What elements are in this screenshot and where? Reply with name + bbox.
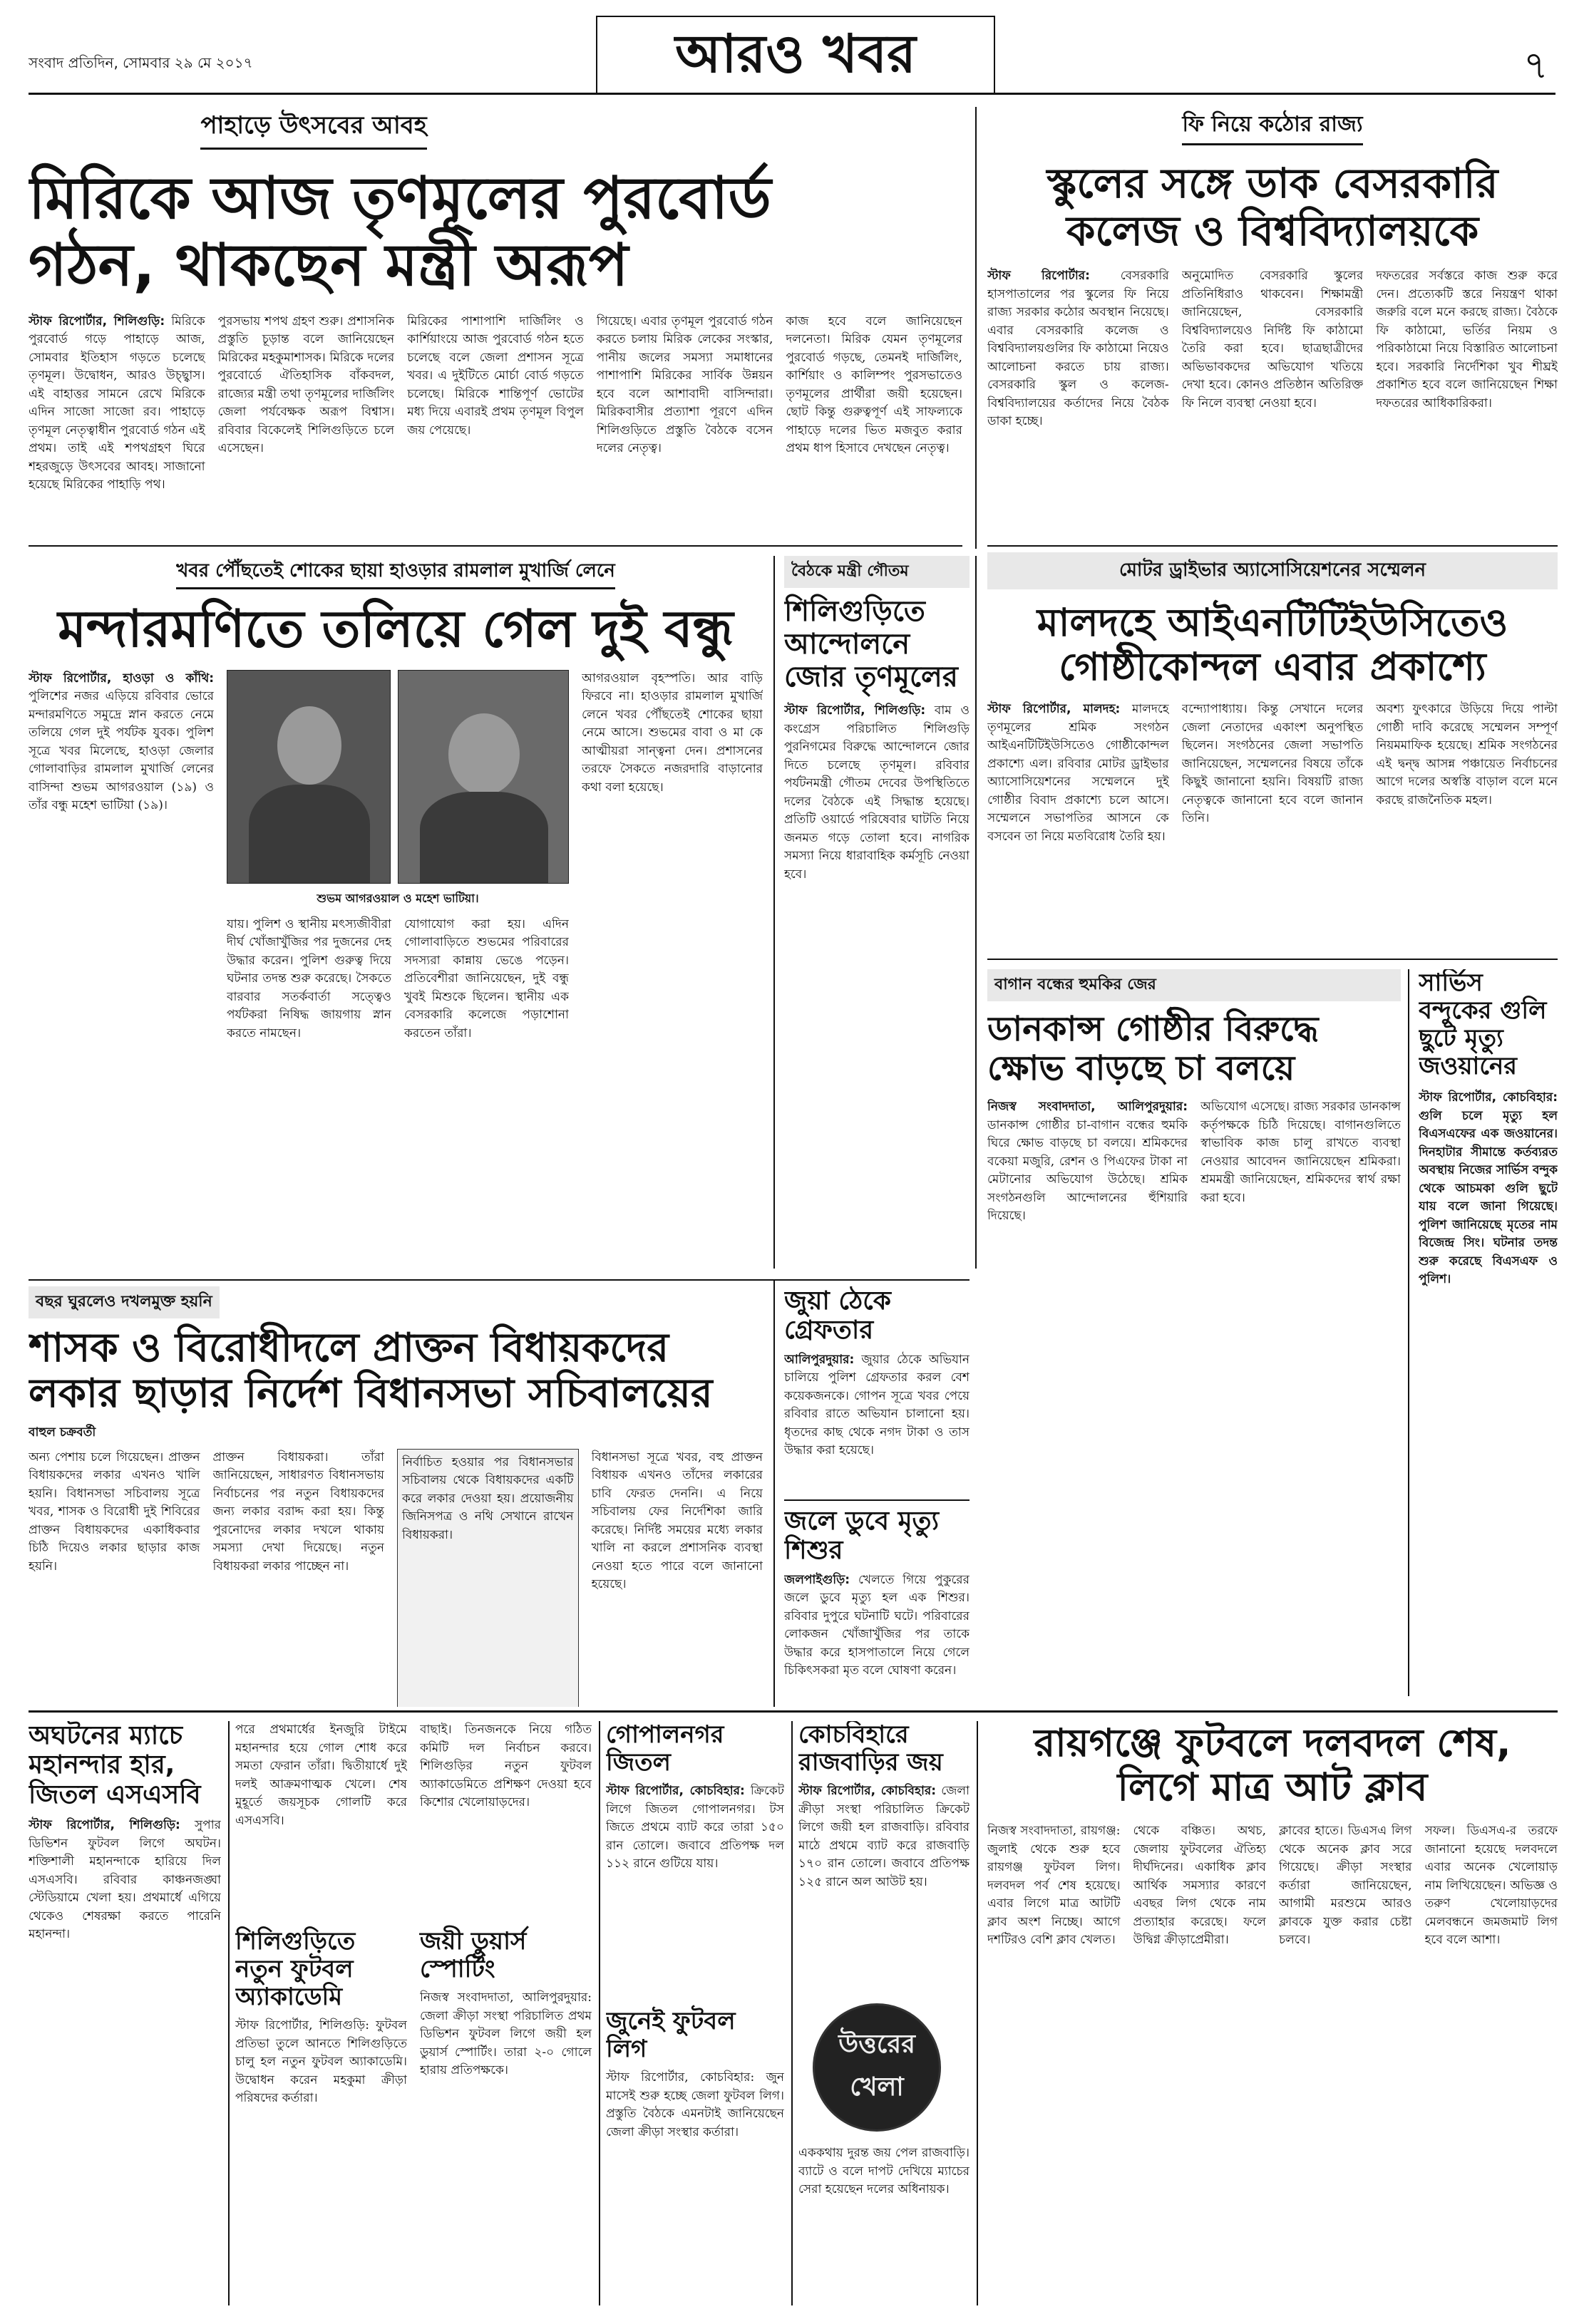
story-byline: স্টাফ রিপোর্টার, শিলিগুড়ি: [784, 703, 926, 718]
story-headline: মালদহে আইএনটিটিইউসিতেও [1037, 600, 1508, 645]
story-rajbari [798, 1721, 970, 2305]
story-column: নিজস্ব সংবাদদাতা, আলিপুরদুয়ার: জেলা ক্রীড়া সংস্থা পরিচালিত প্রথম ডিভিশন ফুটবল লিগে জয়ী হল ডুয়ার্স স্পোর্টিং। তারা ২-০ গোলে হারায় প্রতিপক্ষকে। [420, 1990, 592, 2078]
story-column [987, 1098, 1188, 1668]
story-byline: বাহুল চক্রবর্তী [29, 1425, 96, 1440]
story-column [784, 1351, 970, 1494]
story-column [1419, 1089, 1558, 1659]
story-column [987, 701, 1169, 936]
story-kicker: ফি নিয়ে কঠোর রাজ্য [1182, 107, 1362, 145]
section-rule [784, 1499, 970, 1501]
story-headline: স্কুলের সঙ্গে ডাক বেসরকারি [1046, 159, 1498, 207]
story-kicker: খবর পৌঁছতেই শোকের ছায়া হাওড়ার রামলাল মুখার্জি লেনে [176, 556, 615, 589]
story-headline: জুনেই ফুটবল লিগ [606, 2007, 736, 2064]
story-text: মালদহে তৃণমূলের শ্রমিক সংগঠন আইএনটিটিইউসিতেও গোষ্ঠীকোন্দল প্রকাশ্যে এল। রবিবার মোটর ড্রাইভার অ্যাসোসিয়েশনের সম্মেলনে দুই গোষ্ঠীর বিবাদ প্রকাশ্যে চলে আসে। সম্মেলনে সভাপতির আসনে কে বসবেন তা নিয়ে মতবিরোধ তৈরি হয়। [987, 702, 1169, 844]
column-rule [228, 1721, 230, 2305]
story-byline: স্টাফ রিপোর্টার, কোচবিহার: [798, 1784, 937, 1799]
story-fee [987, 107, 1558, 534]
inset-box: নির্বাচিত হওয়ার পর বিধানসভার সচিবালয় থেকে বিধায়কদের একটি করে লকার দেওয়া হয়। প্রয়োজনীয় জিনিসপত্র ও নথি সেখানে রাখেন বিধায়করা। [397, 1449, 579, 1707]
story-column [784, 702, 970, 1201]
story-headline: মন্দারমণিতে তলিয়ে গেল দুই বন্ধু [58, 599, 734, 659]
story-headline: ক্ষোভ বাড়ছে চা বলয়ে [987, 1048, 1295, 1089]
story-column: মিরিকের পাশাপাশি দার্জিলিং ও কার্শিয়াংয়ে আজ পুরবোর্ড গঠন হতে চলেছে বলে জেলা প্রশাসন সূত্রে খবর। এ দুইটিতে মোর্চা বোর্ড গড়তে চলেছে। মিরিকে শান্তিপূর্ণ ভোটের মধ্য দিয়ে এবারই প্রথম তৃণমূল বিপুল জয় পেয়েছে। [407, 314, 584, 438]
story-headline: ডানকান্স গোষ্ঠীর বিরুদ্ধে [987, 1009, 1319, 1049]
story-text: ডানকান্স গোষ্ঠীর চা-বাগান বন্ধের হুমকি ঘিরে ক্ষোভ বাড়ছে চা বলয়ে। শ্রমিকদের বকেয়া মজুরি, রেশন ও পিএফের টাকা না মেটানোর অভিযোগ উঠেছে। শ্রমিক সংগঠনগুলি আন্দোলনের হুঁশিয়ারি দিয়েছে। [987, 1117, 1188, 1224]
story-column: পরে প্রথমার্ধের ইনজুরি টাইমে মহানন্দার হয়ে গোল শোধ করে সমতা ফেরান তাঁরা। দ্বিতীয়ার্ধে দুই দলই আক্রমণাত্মক খেলে। শেষ মুহূর্তে জয়সূচক গোলটি করে এসএসবি। [235, 1723, 407, 1828]
story-kicker: বাগান বন্ধের হুমকির জের [987, 969, 1401, 1001]
column-rule [791, 1721, 793, 2305]
story-text: মিরিকে পুরবোর্ড গড়ে পাহাড়ে আজ, সোমবার ইতিহাস গড়তে চলেছে তৃণমূল। উদ্বোধন, আরও উচ্ছ্বাস। এই বাহাত্তর সামনে রেখে মিরিকে এদিন সাজো সাজো রব। পাহাড়ে তৃণমূল নেতৃত্বাধীন পুরবোর্ড গঠন এই প্রথম। তাই এই শপথগ্রহণ ঘিরে শহরজুড়ে উৎসবের আবহ। সাজানো হয়েছে মিরিকের পাহাড়ি পথ। [29, 314, 205, 492]
story-kicker: বৈঠকে মন্ত্রী গৌতম [784, 556, 970, 588]
story-headline: কোচবিহারে রাজবাড়ির জয় [798, 1721, 943, 1777]
story-byline: স্টাফ রিপোর্টার, কোচবিহার: [1419, 1090, 1558, 1105]
story-headline: গোপালনগর জিতল [606, 1721, 724, 1777]
story-headline: লকার ছাড়ার নির্দেশ বিধানসভা সচিবালয়ের [29, 1370, 713, 1417]
story-column: বন্দ্যোপাধ্যায়। কিন্তু সেখানে দলের জেলা নেতাদের একাংশ অনুপস্থিত ছিলেন। সংগঠনের জেলা সভাপতি জানিয়েছেন, সম্মেলনের বিষয়ে তাঁকে কিছুই জানানো হয়নি। বিষয়টি রাজ্য নেতৃত্বকে জানানো হবে বলে জানান তিনি। [1181, 702, 1364, 826]
story-byline: নিজস্ব সংবাদদাতা, আলিপুরদুয়ার: [987, 1100, 1188, 1115]
column-rule [599, 1721, 600, 2305]
story-column: স্টাফ রিপোর্টার, শিলিগুড়ি: ফুটবল প্রতিভা তুলে আনতে শিলিগুড়িতে চালু হল নতুন ফুটবল অ্যাকাডেমি। উদ্বোধন করেন মহকুমা ক্রীড়া পরিষদের কর্তারা। [235, 2018, 407, 2106]
story-byline: স্টাফ রিপোর্টার, কোচবিহার: [606, 1784, 745, 1799]
story-malda [987, 552, 1558, 951]
section-rule [29, 1279, 970, 1281]
column-rule [773, 556, 775, 1269]
story-byline: স্টাফ রিপোর্টার: [987, 269, 1090, 284]
story-headline: গঠন, থাকছেন মন্ত্রী অরূপ [29, 232, 629, 300]
story-jawan [1419, 969, 1558, 1696]
story-headline: কলেজ ও বিশ্ববিদ্যালয়কে [1066, 206, 1479, 255]
story-column [784, 1571, 970, 1707]
story-column [606, 1782, 784, 1996]
story-mandarmani [29, 556, 763, 1269]
story-text: সুপার ডিভিশন ফুটবল লিগে অঘটন। শক্তিশালী মহানন্দাকে হারিয়ে দিল এসএসবি। রবিবার কাঞ্চনজঙ্ঘা স্টেডিয়ামে খেলা হয়। প্রথমার্ধে এগিয়ে থেকেও শেষরক্ষা করতে পারেনি মহানন্দা। [29, 1818, 221, 1942]
section-rule [29, 545, 962, 547]
story-text: বেসরকারি হাসপাতালের পর স্কুলের ফি নিয়ে রাজ্য সরকার কঠোর অবস্থান নিয়েছে। এবার বেসরকারি কলেজ ও বিশ্ববিদ্যালয়গুলির ফি কাঠামো নিয়েও আলোচনা করতে চায় রাজ্য। বেসরকারি স্কুল ও কলেজ-বিশ্ববিদ্যালয়ের কর্তাদের নিয়ে বৈঠক ডাকা হচ্ছে। [987, 269, 1169, 429]
column-rule [1408, 969, 1409, 1696]
section-rule [29, 1710, 1558, 1713]
story-column [29, 670, 214, 1212]
story-headline: রায়গঞ্জে ফুটবলে দলবদল শেষ, [1034, 1721, 1511, 1765]
story-byline: স্টাফ রিপোর্টার, শিলিগুড়ি: [29, 314, 165, 329]
story-column: গিয়েছে। এবার তৃণমূল পুরবোর্ড গঠন করতে চলায় মিরিক লেকের সংস্কার, পানীয় জলের সমস্যা সমাধানের পাশাপাশি মিরিকের সার্বিক উন্নয়ন হবে বলে আশাবাদী বাসিন্দারা। মিরিকবাসীর প্রত্যাশা পূরণে এদিন শিলিগুড়িতে প্রস্তুতি বৈঠকে বসেন দলের নেতৃত্ব। [596, 314, 773, 456]
story-gopalnagar [606, 1721, 784, 2305]
portrait-photo [398, 670, 569, 884]
story-text: খেলতে গিয়ে পুকুরের জলে ডুবে মৃত্যু হল এক শিশুর। রবিবার দুপুরে ঘটনাটি ঘটে। পরিবারের লোকজন খোঁজাখুঁজির পর তাকে উদ্ধার করে হাসপাতালে নিয়ে গেলে চিকিৎসকরা মৃত বলে ঘোষণা করেন। [784, 1572, 970, 1678]
story-column: দফতরের সর্বস্তরে কাজ শুরু করে দেন। প্রত্যেকটি স্তরে নিয়ন্ত্রণ থাকা জরুরি বলে মনে করছে রাজ্য। বৈঠকে ফি কাঠামো, ভর্তির নিয়ম ও পরিকাঠামো নিয়ে বিস্তারিত আলোচনা হবে। সরকারি নির্দেশিকা খুব শীঘ্রই প্রকাশিত হবে বলে জানিয়েছেন শিক্ষা দফতরের আধিকারিকরা। [1376, 269, 1558, 410]
story-column: অভিযোগ এসেছে। রাজ্য সরকার ডানকান্স কর্তৃপক্ষকে চিঠি দিয়েছে। বাগানগুলিতে স্বাভাবিক কাজ চালু রাখতে ব্যবস্থা নেওয়ার আবেদন জানিয়েছেন শ্রমিকরা। শ্রমমন্ত্রী জানিয়েছেন, শ্রমিকদের স্বার্থ রক্ষা করা হবে। [1200, 1100, 1401, 1205]
story-mahananda [29, 1721, 221, 2305]
story-column: যায়। পুলিশ ও স্থানীয় মৎস্যজীবীরা দীর্ঘ খোঁজাখুঁজির পর দুজনের দেহ উদ্ধার করেন। পুলিশ গুরুত্ব দিয়ে ঘটনার তদন্ত শুরু করেছে। সৈকতে বারবার সতর্কবার্তা সত্ত্বেও পর্যটকরা নিষিদ্ধ জায়গায় স্নান করতে নামছেন। [227, 916, 391, 1040]
story-headline: সার্ভিস বন্দুকের গুলি ছুটে মৃত্যু জওয়ানের [1419, 969, 1547, 1081]
story-column: ক্লাবের হাতে। ডিএসএ লিগ থেকে অনেক ক্লাব সরে গিয়েছে। ক্রীড়া সংস্থার কর্তারা জানিয়েছেন, আগামী মরশুমে আরও ক্লাবকে যুক্ত করার চেষ্টা চলবে। [1279, 1824, 1412, 1948]
story-text: বাম ও কংগ্রেস পরিচালিত শিলিগুড়ি পুরনিগমের বিরুদ্ধে আন্দোলনে জোর দিতে চলেছে তৃণমূল। রবিবার পর্যটনমন্ত্রী গৌতম দেবের উপস্থিতিতে দলের বৈঠকে এই সিদ্ধান্ত হয়েছে। প্রতিটি ওয়ার্ডে পরিষেবার ঘাটতি নিয়ে জনমত গড়ে তোলা হবে। নাগরিক সমস্যা নিয়ে ধারাবাহিক কর্মসূচি নেওয়া হবে। [784, 703, 970, 882]
story-football-academy [235, 1721, 592, 2305]
story-headline: শিলিগুড়িতে আন্দোলনে জোর তৃণমূলের [784, 595, 958, 693]
story-byline: স্টাফ রিপোর্টার, হাওড়া ও কাঁথি: [29, 671, 214, 686]
column-rule [773, 1279, 775, 1707]
story-column: আগরওয়াল বৃহস্পতি। আর বাড়ি ফিরবে না। হাওড়ার রামলাল মুখার্জি লেনে খবর পৌঁছতেই শোকের ছায়া নেমে আসে। শুভমের বাবা ও মা কে আত্মীয়রা সান্ত্বনা দেন। প্রশাসনের তরফে সৈকতে নজরদারি বাড়ানোর কথা বলা হয়েছে। [582, 671, 763, 795]
story-column [798, 1782, 970, 1996]
story-siliguri-protest [784, 556, 970, 1269]
story-column: প্রাক্তন বিধায়করা। তাঁরা জানিয়েছেন, সাধারণত বিধানসভায় নির্বাচনের পর নতুন বিধায়কদের জন্য লকার বরাদ্দ করা হয়। কিন্তু পুরনোদের লকার দখলে থাকায় সমস্যা দেখা দিয়েছে। নতুন বিধায়করা লকার পাচ্ছেন না। [212, 1450, 384, 1574]
story-kicker: মোটর ড্রাইভার অ্যাসোসিয়েশনের সম্মেলন [987, 552, 1558, 589]
story-column: যোগাযোগ করা হয়। এদিন গোলাবাড়িতে শুভমের পরিবারের সদস্যরা কান্নায় ভেঙে পড়েন। প্রতিবেশীরা জানিয়েছেন, দুই বন্ধু খুবই মিশুকে ছিলেন। স্থানীয় এক বেসরকারি কলেজে পড়াশোনা করতেন তাঁরা। [404, 916, 569, 1040]
story-lockers [29, 1286, 763, 1707]
story-column: নিজস্ব সংবাদদাতা, রায়গঞ্জ: জুলাই থেকে শুরু হবে রায়গঞ্জ ফুটবল লিগ। দলবদল পর্ব শেষ হয়েছে। এবার লিগে মাত্র আটটি ক্লাব অংশ নিচ্ছে। আগে দশটিরও বেশি ক্লাব খেলত। [987, 1824, 1121, 1948]
story-column: বাছাই। তিনজনকে নিয়ে গঠিত কমিটি দল নির্বাচন করবে। শিলিগুড়ির নতুন ফুটবল অ্যাকাডেমিতে প্রশিক্ষণ দেওয়া হবে কিশোর খেলোয়াড়দের। [420, 1723, 592, 1809]
date-line: সংবাদ প্রতিদিন, সোমবার ২৯ মে ২০১৭ [29, 54, 253, 71]
story-headline: জয়ী ডুয়ার্স স্পোর্টিং [420, 1927, 527, 1984]
story-headline: শিলিগুড়িতে নতুন ফুটবল অ্যাকাডেমি [235, 1927, 356, 2012]
story-column [987, 267, 1169, 502]
column-rule [975, 556, 977, 1269]
story-mirik [29, 107, 962, 534]
story-column [29, 313, 205, 534]
story-headline: শাসক ও বিরোধীদলে প্রাক্তন বিধায়কদের [29, 1325, 669, 1371]
portrait-photo [227, 670, 391, 884]
column-rule [975, 107, 977, 549]
section-rule [987, 959, 1558, 960]
section-title: আরও খবর [596, 16, 995, 93]
masthead-rule [29, 93, 1555, 95]
story-column [29, 1817, 221, 2244]
story-headline: লিগে মাত্র আট ক্লাব [1117, 1765, 1428, 1810]
story-column: থেকে বঞ্চিত। অথচ, জেলায় ফুটবলের ঐতিহ্য দীর্ঘদিনের। একাধিক ক্লাব আর্থিক সমস্যার কারণে এবছর লিগ থেকে নাম প্রত্যাহার করেছে। ফলে উদ্বিগ্ন ক্রীড়াপ্রেমীরা। [1133, 1824, 1266, 1948]
story-headline: জলে ডুবে মৃত্যু শিশুর [784, 1506, 940, 1566]
section-logo: উত্তরের খেলা [813, 2003, 941, 2132]
story-column: এককথায় দুরন্ত জয় পেল রাজবাড়ি। ব্যাটে ও বলে দাপট দেখিয়ে ম্যাচের সেরা হয়েছেন দলের অধিনায়ক। [798, 2146, 970, 2197]
masthead [29, 16, 1555, 94]
column-rule [977, 1721, 978, 2305]
story-column: অবশ্য ফুৎকারে উড়িয়ে দিয়ে পাল্টা গোষ্ঠী দাবি করেছে সম্মেলন সম্পূর্ণ নিয়মমাফিক হয়েছে। শ্রমিক সংগঠনের এই দ্বন্দ্ব আসন্ন পঞ্চায়েত নির্বাচনের আগে দলের অস্বস্তি বাড়াল বলে মনে করছে রাজনৈতিক মহল। [1376, 702, 1558, 807]
story-column: পুরসভায় শপথ গ্রহণ শুরু। প্রশাসনিক প্রস্তুতি চূড়ান্ত বলে জানিয়েছেন মিরিকের মহকুমাশাসক। মিরিকে দলের পুরবোর্ডে ঐতিহাসিক বাঁকবদল, রাজ্যের মন্ত্রী তথা তৃণমূলের দার্জিলিং জেলা পর্যবেক্ষক অরূপ বিশ্বাস। রবিবার বিকেলেই শিলিগুড়িতে চলে এসেছেন। [217, 314, 395, 456]
story-kicker: বছর ঘুরলেও দখলমুক্ত হয়নি [29, 1286, 220, 1318]
story-text: জেলা ক্রীড়া সংস্থা পরিচালিত ক্রিকেট লিগে জয়ী হল রাজবাড়ি। রবিবার মাঠে প্রথমে ব্যাট করে রাজবাড়ি ১৭০ রান তোলে। জবাবে প্রতিপক্ষ ১২৫ রানে অল আউট হয়। [798, 1784, 970, 1889]
story-raiganj-football [987, 1721, 1558, 2305]
section-rule [987, 545, 1558, 547]
photo-caption: শুভম আগরওয়াল ও মহেশ ভাটিয়া। [317, 891, 479, 905]
story-byline: আলিপুরদুয়ার: [784, 1352, 855, 1367]
story-headline: মিরিকে আজ তৃণমূলের পুরবোর্ড [29, 165, 771, 232]
story-column: সফল। ডিএসএ-র তরফে জানানো হয়েছে দলবদলে এবার অনেক খেলোয়াড় নাম লিখিয়েছেন। অভিজ্ঞ ও তরুণ খেলোয়াড়দের মেলবন্ধনে জমজমাট লিগ হবে বলে আশা। [1424, 1824, 1558, 1948]
story-headline: জুয়া ঠেকে গ্রেফতার [784, 1286, 891, 1346]
story-byline: জলপাইগুড়ি: [784, 1572, 850, 1587]
page-number: ৭ [1523, 43, 1548, 88]
story-duncans [987, 969, 1401, 1696]
story-headline: গোষ্ঠীকোন্দল এবার প্রকাশ্যে [1059, 644, 1486, 690]
story-text: গুলি চলে মৃত্যু হল বিএসএফের এক জওয়ানের। দিনহাটার সীমান্তে কর্তব্যরত অবস্থায় নিজের সার্ভিস বন্দুক থেকে আচমকা গুলি ছুটে যায় বলে জানা গিয়েছে। পুলিশ জানিয়েছে মৃতের নাম বিজেন্দ্র সিং। ঘটনার তদন্ত শুরু করেছে বিএসএফ ও পুলিশ। [1419, 1108, 1558, 1287]
story-byline: স্টাফ রিপোর্টার, মালদহ: [987, 702, 1121, 717]
story-gambling-and-drowning [784, 1286, 970, 1707]
story-column: অন্য পেশায় চলে গিয়েছেন। প্রাক্তন বিধায়কদের লকার এখনও খালি হয়নি। বিধানসভা সচিবালয় সূত্রে খবর, শাসক ও বিরোধী দুই শিবিরের প্রাক্তন বিধায়কদের একাধিকবার চিঠি দিয়েও লকার ছাড়ার কাজ হয়নি। [29, 1450, 200, 1574]
story-kicker: পাহাড়ে উৎসবের আবহ [200, 107, 426, 150]
story-byline: স্টাফ রিপোর্টার, শিলিগুড়ি: [29, 1818, 180, 1833]
story-column: বিধানসভা সূত্রে খবর, বহু প্রাক্তন বিধায়ক এখনও তাঁদের লকারের চাবি ফেরত দেননি। এ নিয়ে সচিবালয় ফের নির্দেশিকা জারি করেছে। নির্দিষ্ট সময়ের মধ্যে লকার খালি না করলে প্রশাসনিক ব্যবস্থা নেওয়া হতে পারে বলে জানানো হয়েছে। [591, 1450, 763, 1592]
story-column: অনুমোদিত বেসরকারি স্কুলের প্রতিনিধিরাও থাকবেন। শিক্ষামন্ত্রী জানিয়েছেন, বেসরকারি বিশ্ববিদ্যালয়েও নির্দিষ্ট ফি কাঠামো তৈরি করা হবে। ছাত্রছাত্রীদের অভিভাবকদের অভিযোগ খতিয়ে দেখা হবে। কোনও প্রতিষ্ঠান অতিরিক্ত ফি নিলে ব্যবস্থা নেওয়া হবে। [1181, 269, 1364, 410]
story-column: স্টাফ রিপোর্টার, কোচবিহার: জুন মাসেই শুরু হচ্ছে জেলা ফুটবল লিগ। প্রস্তুতি বৈঠকে এমনটাই জানিয়েছেন জেলা ক্রীড়া সংস্থার কর্তারা। [606, 2070, 784, 2139]
story-headline: অঘটনের ম্যাচে মহানন্দার হার, জিতল এসএসবি [29, 1721, 201, 1809]
story-column: কাজ হবে বলে জানিয়েছেন দলনেতা। মিরিক যেমন তৃণমূলের পুরবোর্ড গড়ছে, তেমনই দার্জিলিং, কার্শিয়াং ও কালিম্পং পুরসভাতেও তৃণমূলের প্রার্থীরা জয়ী হয়েছেন। ছোট কিন্তু গুরুত্বপূর্ণ এই সাফল্যকে পাহাড়ে দলের ভিত মজবুত করার প্রথম ধাপ হিসাবে দেখছেন নেতৃত্ব। [786, 314, 962, 456]
story-text: ক্রিকেট লিগে জিতল গোপালনগর। টস জিতে প্রথমে ব্যাট করে তারা ১৫০ রান তোলে। জবাবে প্রতিপক্ষ দল ১১২ রানে গুটিয়ে যায়। [606, 1784, 784, 1871]
story-text: জুয়ার ঠেকে অভিযান চালিয়ে পুলিশ গ্রেফতার করল বেশ কয়েকজনকে। গোপন সূত্রে খবর পেয়ে রবিবার রাতে অভিযান চালানো হয়। ধৃতদের কাছ থেকে নগদ টাকা ও তাস উদ্ধার করা হয়েছে। [784, 1352, 970, 1458]
story-text: পুলিশের নজর এড়িয়ে রবিবার ভোরে মন্দারমণিতে সমুদ্রে স্নান করতে নেমে তলিয়ে গেল দুই পর্যটক যুবক। পুলিশ সূত্রে খবর মিলেছে, হাওড়া জেলার গোলাবাড়ির রামলাল মুখার্জি লেনের বাসিন্দা শুভম আগরওয়াল (১৯) ও তাঁর বন্ধু মহেশ ভাটিয়া (১৯)। [29, 689, 214, 813]
